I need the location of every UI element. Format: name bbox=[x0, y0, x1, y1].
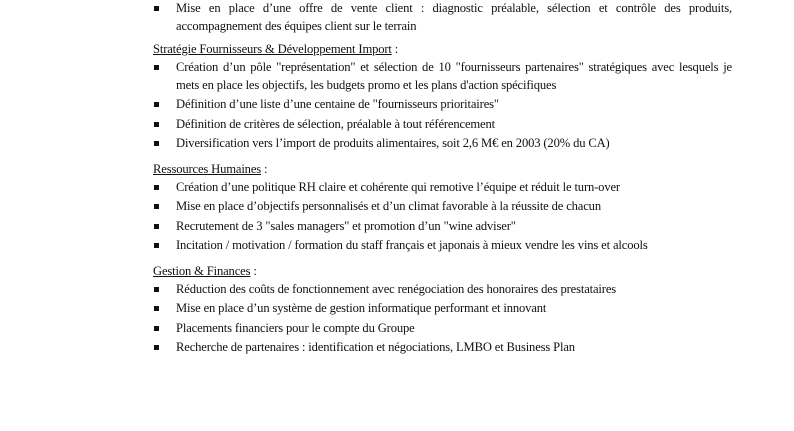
list-item bbox=[153, 236, 733, 256]
bullet-list bbox=[153, 280, 733, 358]
list-item-text: Recrutement de 3 "sales managers" et promotion d’un "wine adviser" bbox=[176, 218, 516, 233]
section-strategie-fournisseurs bbox=[153, 40, 733, 154]
section-gestion-finances bbox=[153, 262, 733, 358]
section-title: Stratégie Fournisseurs & Développement Import bbox=[153, 42, 392, 56]
list-item bbox=[153, 338, 733, 358]
list-item bbox=[153, 115, 733, 135]
bullet-square-icon bbox=[154, 122, 159, 127]
list-item bbox=[153, 319, 733, 339]
bullet-square-icon bbox=[154, 141, 159, 146]
bullet-square-icon bbox=[154, 326, 159, 331]
bullet-list bbox=[153, 178, 733, 256]
list-item bbox=[153, 178, 733, 198]
section-title: Ressources Humaines bbox=[153, 161, 262, 176]
section-title: Gestion & Finances bbox=[153, 263, 251, 278]
section-title-suffix: : bbox=[250, 263, 257, 278]
section-ressources-humaines bbox=[153, 160, 733, 256]
list-item bbox=[153, 280, 733, 300]
bullet-square-icon bbox=[154, 306, 159, 311]
section-heading bbox=[153, 262, 733, 280]
bullet-square-icon bbox=[154, 287, 159, 292]
bullet-square-icon bbox=[154, 6, 159, 11]
list-item-text: Recherche de partenaires : identification et négociations, LMBO et Business Plan bbox=[176, 340, 575, 354]
list-item-text: Mise en place d’une offre de vente client : diagnostic préalable, sélection et contrôle des produits, accompagnement des équipes client sur le terrain bbox=[176, 1, 732, 33]
bullet-square-icon bbox=[154, 243, 159, 248]
document-body bbox=[153, 0, 733, 358]
section-heading bbox=[153, 160, 733, 178]
bullet-square-icon bbox=[154, 204, 159, 209]
list-item-text: Réduction des coûts de fonctionnement avec renégociation des honoraires des prestataires bbox=[176, 281, 617, 296]
bullet-list bbox=[153, 58, 733, 154]
bullet-square-icon bbox=[154, 185, 159, 190]
list-item bbox=[153, 299, 733, 319]
list-item-text: Diversification vers l’import de produits alimentaires, soit 2,6 M€ en 2003 (20% du CA) bbox=[176, 136, 610, 150]
list-item bbox=[153, 95, 733, 115]
bullet-square-icon bbox=[154, 65, 159, 70]
section-title-suffix: : bbox=[261, 161, 268, 176]
list-item bbox=[153, 197, 733, 217]
bullet-square-icon bbox=[154, 345, 159, 350]
list-item-text: Création d’un pôle "représentation" et sélection de 10 "fournisseurs partenaires" stratégiques avec lesquels je mets en place les objectifs, les budgets promo et les plans d'action spécifiques bbox=[176, 60, 732, 92]
list-item-text: Création d’une politique RH claire et cohérente qui remotive l’équipe et réduit le turn-over bbox=[176, 179, 620, 194]
section-offre-client bbox=[153, 0, 733, 36]
list-item bbox=[153, 58, 733, 95]
bullet-square-icon bbox=[154, 102, 159, 107]
list-item bbox=[153, 134, 733, 154]
list-item-text: Incitation / motivation / formation du staff français et japonais à mieux vendre les vins et alcools bbox=[176, 238, 648, 252]
list-item-text: Mise en place d’objectifs personnalisés et d’un climat favorable à la réussite de chacun bbox=[176, 199, 601, 213]
section-heading bbox=[153, 40, 733, 58]
list-item-text: Définition de critères de sélection, préalable à tout référencement bbox=[176, 116, 495, 131]
bullet-square-icon bbox=[154, 224, 159, 229]
list-item bbox=[153, 217, 733, 237]
list-item-text: Placements financiers pour le compte du Groupe bbox=[176, 320, 415, 335]
list-item-text: Définition d’une liste d’une centaine de "fournisseurs prioritaires" bbox=[176, 97, 499, 111]
section-title-suffix: : bbox=[391, 42, 399, 56]
list-item bbox=[153, 0, 733, 36]
bullet-list bbox=[153, 0, 733, 36]
list-item-text: Mise en place d’un système de gestion informatique performant et innovant bbox=[176, 301, 547, 315]
